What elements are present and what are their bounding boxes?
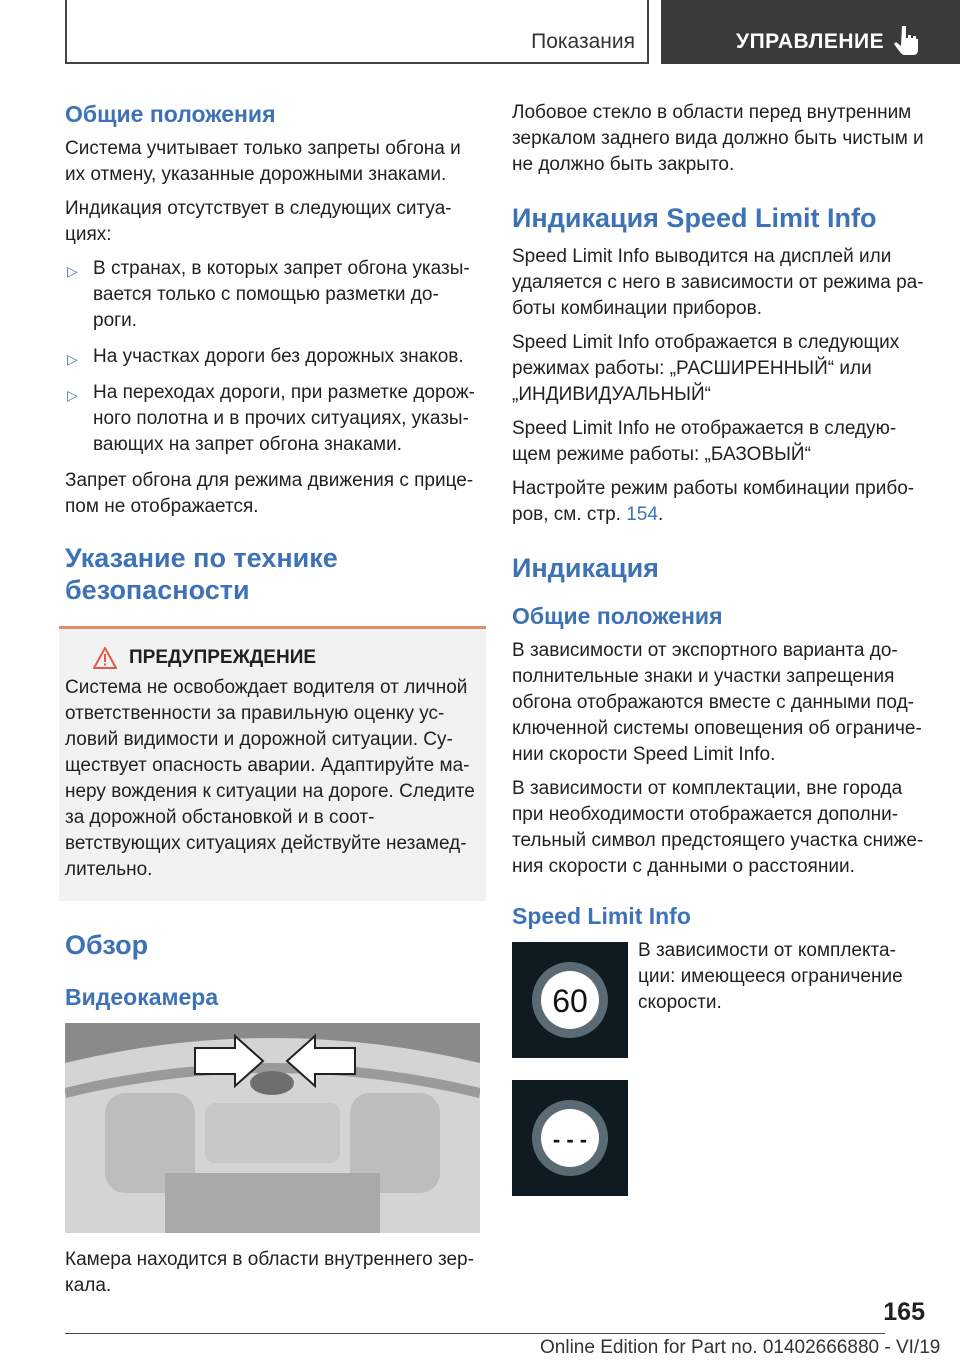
right-column xyxy=(512,100,927,1218)
speed-limit-text: В зависимости от комплекта-ции: имеющееся ограничение скорости. xyxy=(638,940,903,1013)
paragraph: Настройте режим работы комбинации прибо-ров, см. стр. 154. xyxy=(512,478,915,525)
footer-edition: Online Edition for Part no. 01402666880 - VI/19 xyxy=(540,1337,941,1358)
triangle-bullet-icon: ▷ xyxy=(67,351,78,367)
heading-safety: Указание по технике безопасности xyxy=(65,543,338,605)
heading-overview: Обзор xyxy=(65,930,149,960)
page-link[interactable]: 154 xyxy=(626,504,658,525)
heading-general: Общие положения xyxy=(65,101,276,127)
speed-limit-sign xyxy=(512,942,628,1058)
warning-text: Система не освобождает водителя от личной ответственности за правильную оценку ус-ловий видимости и дорожной ситуации. Су-ществует опасность аварии. Адаптируйте ма-неру вождения к ситуации на дороге. Следите за дорожной обстановкой и в соот-ветствующих ситуациях действуйте незамед-лительно. xyxy=(65,677,475,880)
car-interior-illustration xyxy=(65,1023,480,1233)
paragraph: Speed Limit Info выводится на дисплей или удаляется с него в зависимости от режима ра-боты комбинации приборов. xyxy=(512,246,924,319)
car-interior-photo xyxy=(65,1023,480,1233)
warning-title-row: ПРЕДУПРЕЖДЕНИЕ xyxy=(93,647,480,669)
warning-box xyxy=(59,626,486,901)
hand-pointer-icon xyxy=(892,24,922,56)
triangle-bullet-icon: ▷ xyxy=(67,387,78,403)
paragraph: Лобовое стекло в области перед внутренним зеркалом заднего вида должно быть чистым и не должно быть закрыто. xyxy=(512,102,924,175)
chapter-tab[interactable] xyxy=(661,0,960,64)
heading-sli: Индикация Speed Limit Info xyxy=(512,203,877,233)
svg-text:60: 60 xyxy=(552,983,588,1019)
no-limit-sign xyxy=(512,1080,628,1196)
triangle-bullet-icon: ▷ xyxy=(67,263,78,279)
paragraph: В зависимости от комплектации, вне города при необходимости отображается дополни-тельный символ предстоящего участка сниже-ния скорости с данными о расстоянии. xyxy=(512,778,924,877)
footer-divider xyxy=(65,1333,885,1334)
list-item: ▷ В странах, в которых запрет обгона указы-вается только с помощью разметки до-роги. xyxy=(67,258,470,331)
no-limit-row xyxy=(512,1080,927,1196)
paragraph: Система учитывает только запреты обгона и их отмену, указанные дорожными знаками. xyxy=(65,138,461,185)
list-item: ▷ На переходах дороги, при разметке дорож-ного полотна и в прочих ситуациях, указы-вающих на запрет обгона знаками. xyxy=(67,382,475,455)
heading-display: Индикация xyxy=(512,553,659,583)
chapter-tab-label: УПРАВЛЕНИЕ xyxy=(736,30,885,53)
paragraph: Индикация отсутствует в следующих ситуа-циях: xyxy=(65,198,452,245)
heading-camera: Видеокамера xyxy=(65,984,219,1010)
section-tab[interactable] xyxy=(65,0,649,64)
list-item: ▷ На участках дороги без дорожных знаков. xyxy=(65,344,480,370)
paragraph: В зависимости от экспортного варианта до-полнительные знаки и участки запрещения обгона отображаются вместе с данными под-ключенной системы оповещения об ограниче-нии скорости Speed Limit Info. xyxy=(512,640,922,765)
bullet-list xyxy=(65,256,480,458)
paragraph: Запрет обгона для режима движения с прице-пом не отображается. xyxy=(65,470,474,517)
warning-triangle-icon xyxy=(93,647,117,669)
paragraph: Speed Limit Info отображается в следующих режимах работы: „РАСШИРЕННЫЙ“ или „ИНДИВИДУАЛЬНЫЙ“ xyxy=(512,332,900,405)
heading-general-2: Общие положения xyxy=(512,603,723,629)
page-number: 165 xyxy=(883,1298,925,1326)
svg-text:- - -: - - - xyxy=(552,1127,588,1152)
heading-sli-2: Speed Limit Info xyxy=(512,903,691,929)
speed-limit-row xyxy=(512,942,927,1058)
speed-sign-empty-icon xyxy=(530,1098,610,1178)
camera-caption: Камера находится в области внутреннего зер-кала. xyxy=(65,1249,474,1296)
section-tab-label: Показания xyxy=(531,30,635,53)
paragraph: Speed Limit Info не отображается в следую-щем режиме работы: „БАЗОВЫЙ“ xyxy=(512,418,897,465)
left-column xyxy=(65,100,480,1307)
speed-sign-60-icon xyxy=(530,960,610,1040)
